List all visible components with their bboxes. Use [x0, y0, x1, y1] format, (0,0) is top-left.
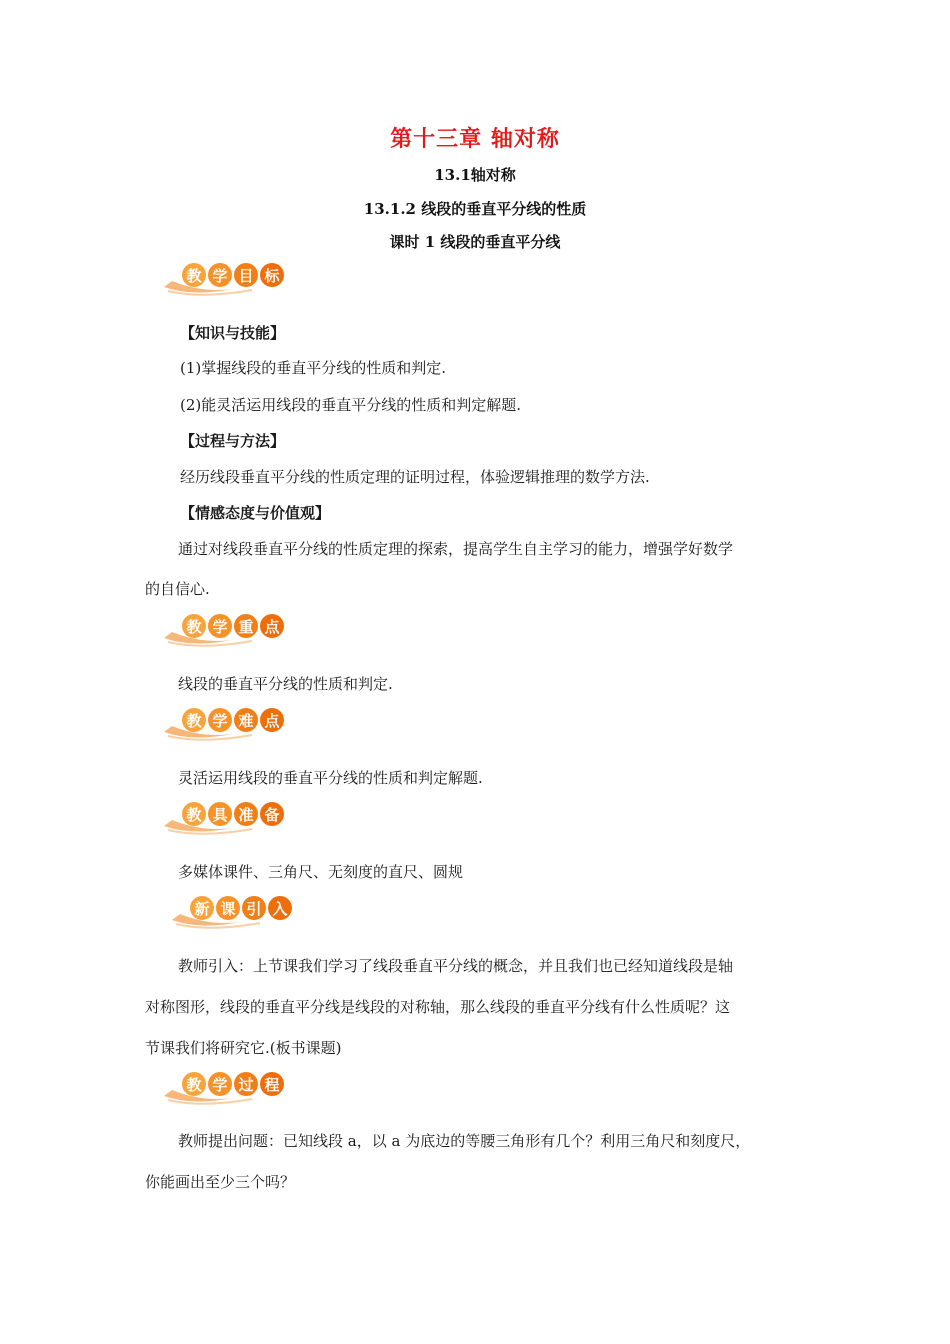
process-heading: 【过程与方法】: [180, 432, 286, 450]
badge-teaching-goals: [162, 257, 302, 297]
badge-key-points: [162, 608, 302, 648]
process-question-line2: 你能画出至少三个吗？: [145, 1173, 296, 1191]
emotion-heading: 【情感态度与价值观】: [180, 504, 331, 522]
badge-char: 程: [260, 1072, 284, 1096]
knowledge-heading: 【知识与技能】: [180, 324, 286, 342]
badge-teaching-process: [162, 1066, 302, 1106]
badge-char: 标: [260, 263, 284, 287]
badge-char: 过: [234, 1072, 258, 1096]
badge-char: 学: [208, 1072, 232, 1096]
materials-text: 多媒体课件、三角尺、无刻度的直尺、圆规: [178, 863, 464, 881]
badge-char: 学: [208, 614, 232, 638]
process-text: 经历线段垂直平分线的性质定理的证明过程，体验逻辑推理的数学方法.: [180, 468, 650, 486]
lesson-title: 课时 1 线段的垂直平分线: [389, 233, 561, 251]
badge-char: 点: [260, 708, 284, 732]
process-question-line1: 教师提出问题：已知线段 a，以 a 为底边的等腰三角形有几个？利用三角尺和刻度尺，: [178, 1132, 751, 1150]
badge-char: 新: [190, 896, 214, 920]
badge-char: 教: [182, 614, 206, 638]
badge-char: 教: [182, 802, 206, 826]
difficulties-text: 灵活运用线段的垂直平分线的性质和判定解题.: [178, 769, 483, 787]
badge-char: 准: [234, 802, 258, 826]
badge-char: 重: [234, 614, 258, 638]
badge-difficulties: [162, 702, 302, 742]
badge-char: 课: [216, 896, 240, 920]
badge-char: 入: [268, 896, 292, 920]
badge-char: 学: [208, 263, 232, 287]
badge-new-lesson-intro: [170, 890, 310, 930]
badge-char: 教: [182, 708, 206, 732]
badge-char: 目: [234, 263, 258, 287]
intro-text-line2: 对称图形，线段的垂直平分线是线段的对称轴，那么线段的垂直平分线有什么性质呢？这: [145, 998, 731, 1016]
key-points-text: 线段的垂直平分线的性质和判定.: [178, 675, 393, 693]
badge-char: 点: [260, 614, 284, 638]
chapter-title: 第十三章 轴对称: [390, 126, 560, 152]
emotion-text-line2: 的自信心.: [145, 580, 210, 598]
badge-materials: [162, 796, 302, 836]
emotion-text-line1: 通过对线段垂直平分线的性质定理的探索，提高学生自主学习的能力，增强学好数学: [178, 540, 734, 558]
badge-char: 备: [260, 802, 284, 826]
badge-char: 难: [234, 708, 258, 732]
badge-char: 引: [242, 896, 266, 920]
intro-text-line1: 教师引入：上节课我们学习了线段垂直平分线的概念，并且我们也已经知道线段是轴: [178, 957, 734, 975]
badge-char: 教: [182, 263, 206, 287]
badge-char: 教: [182, 1072, 206, 1096]
badge-char: 具: [208, 802, 232, 826]
badge-char: 学: [208, 708, 232, 732]
subsection-title: 13.1.2 线段的垂直平分线的性质: [363, 200, 587, 218]
intro-text-line3: 节课我们将研究它.(板书课题): [145, 1039, 342, 1057]
section-title: 13.1轴对称: [434, 166, 516, 184]
knowledge-item-1: (1)掌握线段的垂直平分线的性质和判定.: [180, 359, 447, 377]
knowledge-item-2: (2)能灵活运用线段的垂直平分线的性质和判定解题.: [180, 396, 522, 414]
